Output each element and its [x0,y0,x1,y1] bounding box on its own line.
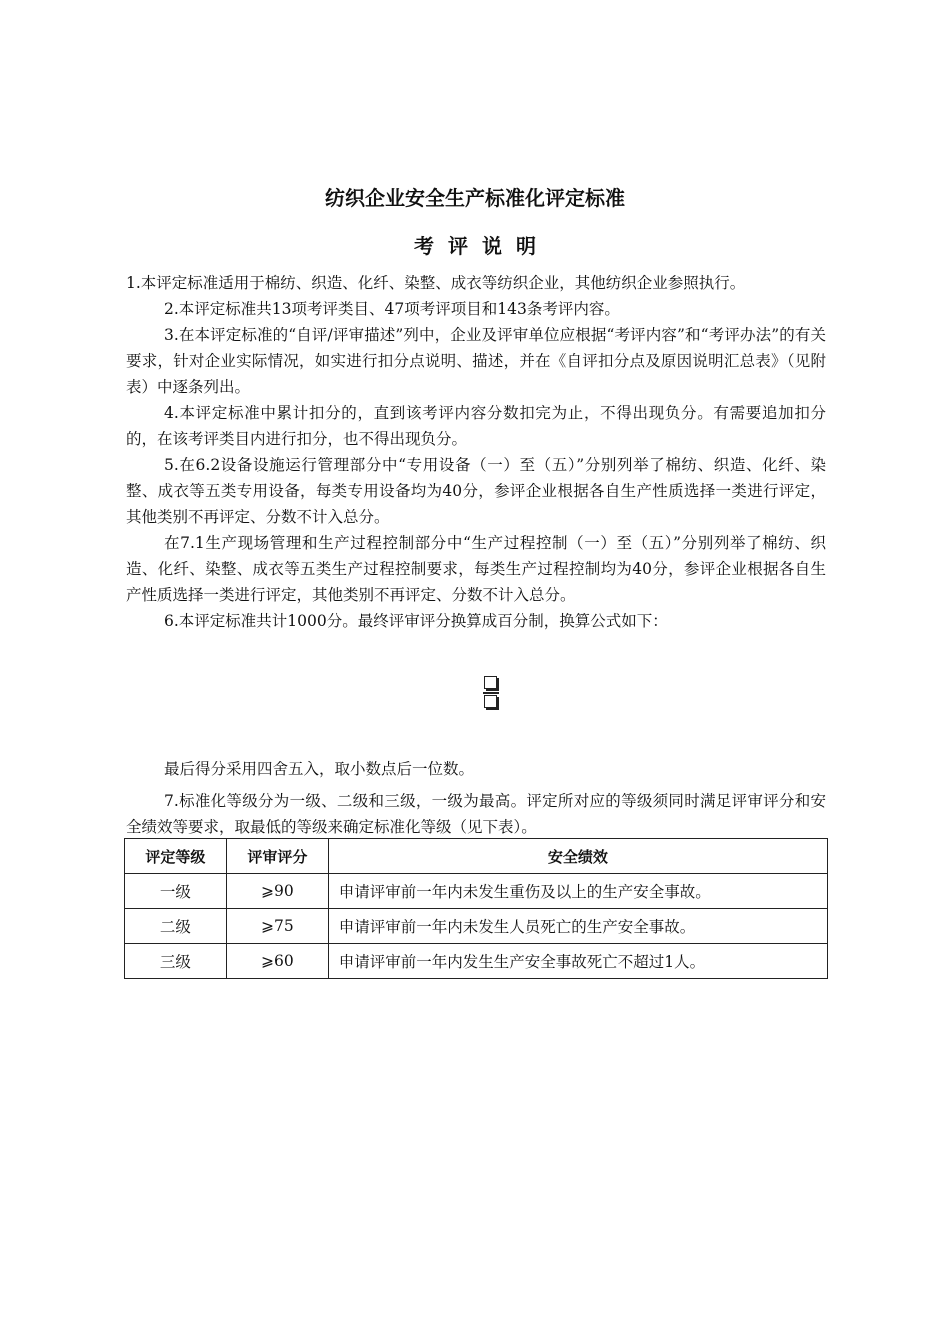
instruction-paragraph: 5.在6.2设备设施运行管理部分中“专用设备（一）至（五）”分别列举了棉纺、织造、化纤、染整、成衣等五类专用设备，每类专用设备均为40分，参评企业根据各自生产性质选择一类进行评定，其他类别不再评定、分数不计入总分。 [126,456,826,526]
column-header: 评定等级 [125,839,227,874]
score-cell: ⩾75 [226,909,328,944]
score-cell: ⩾90 [226,874,328,909]
safety-performance-cell: 申请评审前一年内未发生人员死亡的生产安全事故。 [328,909,827,944]
instruction-paragraph: 1.本评定标准适用于棉纺、织造、化纤、染整、成衣等纺织企业，其他纺织企业参照执行。 [126,274,746,292]
instruction-paragraph: 在7.1生产现场管理和生产过程控制部分中“生产过程控制（一）至（五）”分别列举了棉纺、织造、化纤、染整、成衣等五类生产过程控制要求，每类生产过程控制均为40分，参评企业根据各自生产性质选择一类进行评定，其他类别不再评定、分数不计入总分。 [126,534,826,604]
formula-placeholder-icon [484,676,500,710]
formula-numerator-box [484,676,497,689]
safety-performance-cell: 申请评审前一年内未发生重伤及以上的生产安全事故。 [328,874,827,909]
table-row [125,909,828,944]
instructions-body [126,270,826,634]
instruction-paragraph: 3.在本评定标准的“自评/评审描述”列中，企业及评审单位应根据“考评内容”和“考评办法”的有关要求，针对企业实际情况，如实进行扣分点说明、描述，并在《自评扣分点及原因说明汇总表》（见附表）中逐条列出。 [126,326,826,396]
instruction-paragraph: 7.标准化等级分为一级、二级和三级，一级为最高。评定所对应的等级须同时满足评审评分和安全绩效等要求，取最低的等级来确定标准化等级（见下表）。 [126,792,826,836]
table-header-row [125,839,828,874]
score-cell: ⩾60 [226,944,328,979]
formula-fraction-bar [483,692,499,694]
safety-performance-cell: 申请评审前一年内发生生产安全事故死亡不超过1人。 [328,944,827,979]
instruction-paragraph: 2.本评定标准共13项考评类目、47项考评项目和143条考评内容。 [164,300,620,318]
grade-cell: 一级 [125,874,227,909]
table-row [125,874,828,909]
instruction-paragraph: 4.本评定标准中累计扣分的，直到该考评内容分数扣完为止，不得出现负分。有需要追加扣分的，在该考评类目内进行扣分，也不得出现负分。 [126,404,826,448]
column-header: 安全绩效 [328,839,827,874]
instruction-paragraph: 6.本评定标准共计1000分。最终评审评分换算成百分制，换算公式如下： [164,612,668,630]
grade-cell: 三级 [125,944,227,979]
grade-description [126,788,826,840]
section-subtitle: 考评说明 [414,234,550,258]
column-header: 评审评分 [226,839,328,874]
formula-denominator-box [484,695,497,708]
grade-table [124,838,828,979]
rounding-note: 最后得分采用四舍五入，取小数点后一位数。 [164,760,475,778]
grade-cell: 二级 [125,909,227,944]
document-title: 纺织企业安全生产标准化评定标准 [325,186,625,210]
table-row [125,944,828,979]
